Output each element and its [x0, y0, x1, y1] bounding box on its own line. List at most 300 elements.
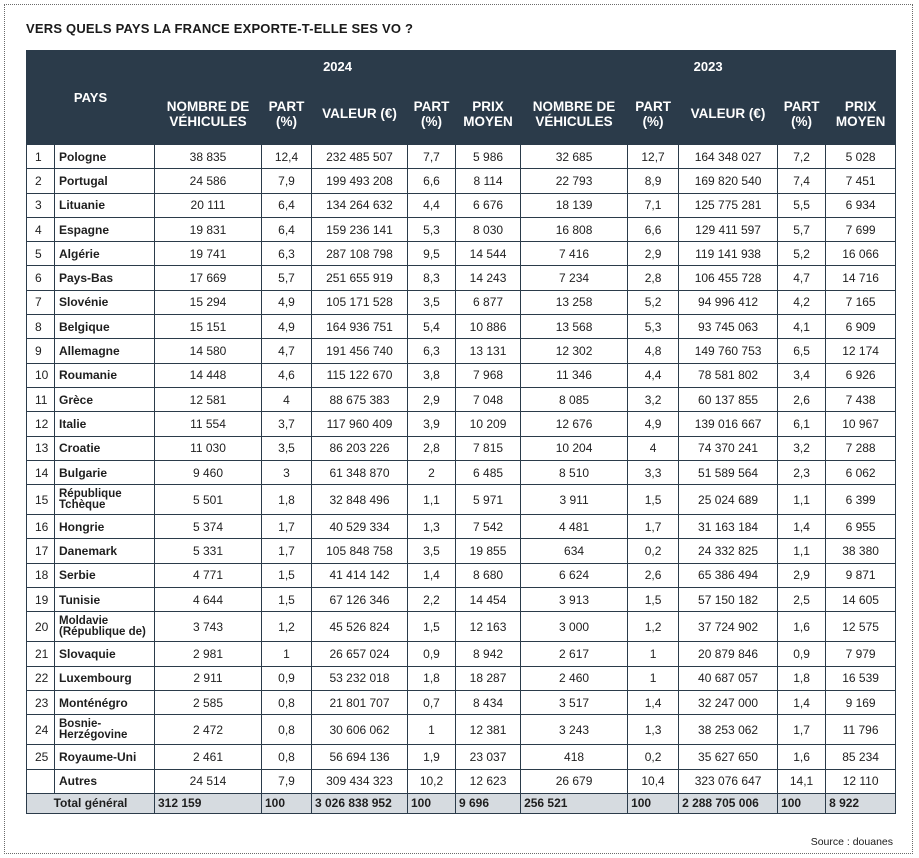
cell-n23: 13 258	[521, 290, 628, 314]
cell-vp24: 1,3	[408, 515, 456, 539]
header-year-2023: 2023	[521, 51, 896, 83]
cell-n23: 3 517	[521, 690, 628, 714]
cell-n23: 7 416	[521, 242, 628, 266]
cell-v24: 105 171 528	[312, 290, 408, 314]
cell-n24: 15 151	[155, 315, 262, 339]
rank-cell: 9	[27, 339, 55, 363]
cell-pm23: 16 539	[826, 666, 896, 690]
cell-n23: 7 234	[521, 266, 628, 290]
cell-p23: 4,4	[628, 363, 679, 387]
cell-vp23: 3,4	[778, 363, 826, 387]
cell-p24: 5,7	[262, 266, 312, 290]
cell-n23: 3 911	[521, 485, 628, 515]
cell-v23: 35 627 650	[679, 745, 778, 769]
cell-vp24: 6,3	[408, 339, 456, 363]
cell-v24: 115 122 670	[312, 363, 408, 387]
cell-p24: 3,5	[262, 436, 312, 460]
cell-pm24: 5 986	[456, 145, 521, 169]
cell-v23: 149 760 753	[679, 339, 778, 363]
total-p23: 100	[628, 793, 679, 813]
cell-pm23: 7 288	[826, 436, 896, 460]
cell-vp24: 9,5	[408, 242, 456, 266]
cell-n23: 3 243	[521, 715, 628, 745]
cell-vp23: 6,5	[778, 339, 826, 363]
header-nombre-2023: NOMBRE DE VÉHICULES	[521, 83, 628, 145]
cell-vp23: 4,2	[778, 290, 826, 314]
header-valeur-2024: VALEUR (€)	[312, 83, 408, 145]
cell-v24: 251 655 919	[312, 266, 408, 290]
rank-cell: 10	[27, 363, 55, 387]
rank-cell: 13	[27, 436, 55, 460]
country-cell: Belgique	[55, 315, 155, 339]
cell-v23: 106 455 728	[679, 266, 778, 290]
rank-cell: 21	[27, 642, 55, 666]
header-prix-2024: PRIX MOYEN	[456, 83, 521, 145]
cell-n23: 18 139	[521, 193, 628, 217]
cell-n24: 5 374	[155, 515, 262, 539]
table-row	[27, 145, 896, 169]
country-cell: Grèce	[55, 387, 155, 411]
country-cell: Slovénie	[55, 290, 155, 314]
cell-vp23: 4,1	[778, 315, 826, 339]
total-n24: 312 159	[155, 793, 262, 813]
total-p24: 100	[262, 793, 312, 813]
cell-pm23: 9 871	[826, 563, 896, 587]
header-part-2024: PART (%)	[262, 83, 312, 145]
cell-pm24: 14 243	[456, 266, 521, 290]
country-cell: Monténégro	[55, 690, 155, 714]
total-vp23: 100	[778, 793, 826, 813]
cell-v23: 20 879 846	[679, 642, 778, 666]
cell-n24: 17 669	[155, 266, 262, 290]
table-row	[27, 690, 896, 714]
table-row	[27, 290, 896, 314]
rank-cell: 20	[27, 612, 55, 642]
cell-pm24: 18 287	[456, 666, 521, 690]
cell-v24: 21 801 707	[312, 690, 408, 714]
cell-v23: 57 150 182	[679, 588, 778, 612]
cell-p24: 1,7	[262, 515, 312, 539]
country-cell: Tunisie	[55, 588, 155, 612]
cell-p23: 3,2	[628, 387, 679, 411]
table-row	[27, 242, 896, 266]
cell-v23: 37 724 902	[679, 612, 778, 642]
header-valeur-2023: VALEUR (€)	[679, 83, 778, 145]
country-cell	[55, 715, 155, 745]
cell-v23: 40 687 057	[679, 666, 778, 690]
cell-pm23: 7 165	[826, 290, 896, 314]
cell-pm23: 6 955	[826, 515, 896, 539]
cell-v24: 45 526 824	[312, 612, 408, 642]
cell-v23: 129 411 597	[679, 217, 778, 241]
cell-v24: 287 108 798	[312, 242, 408, 266]
cell-vp24: 1,1	[408, 485, 456, 515]
cell-v24: 32 848 496	[312, 485, 408, 515]
cell-n24: 2 981	[155, 642, 262, 666]
cell-pm23: 12 110	[826, 769, 896, 793]
cell-pm24: 10 209	[456, 412, 521, 436]
cell-n23: 11 346	[521, 363, 628, 387]
total-vp24: 100	[408, 793, 456, 813]
rank-cell: 8	[27, 315, 55, 339]
cell-pm24: 7 542	[456, 515, 521, 539]
cell-p23: 4,9	[628, 412, 679, 436]
cell-vp24: 2,2	[408, 588, 456, 612]
country-label: Bosnie-Herzégovine	[59, 718, 128, 741]
cell-vp24: 2	[408, 460, 456, 484]
cell-n24: 4 644	[155, 588, 262, 612]
cell-p23: 0,2	[628, 745, 679, 769]
cell-vp23: 3,2	[778, 436, 826, 460]
cell-p24: 4,9	[262, 315, 312, 339]
cell-n23: 2 460	[521, 666, 628, 690]
cell-n23: 16 808	[521, 217, 628, 241]
cell-n23: 4 481	[521, 515, 628, 539]
cell-v23: 24 332 825	[679, 539, 778, 563]
cell-n24: 5 501	[155, 485, 262, 515]
cell-pm23: 16 066	[826, 242, 896, 266]
cell-v23: 139 016 667	[679, 412, 778, 436]
cell-pm24: 8 434	[456, 690, 521, 714]
country-cell: Roumanie	[55, 363, 155, 387]
table-row	[27, 169, 896, 193]
cell-n23: 8 085	[521, 387, 628, 411]
cell-n24: 2 911	[155, 666, 262, 690]
table-row	[27, 612, 896, 642]
total-n23: 256 521	[521, 793, 628, 813]
cell-vp23: 1,1	[778, 485, 826, 515]
cell-vp23: 5,2	[778, 242, 826, 266]
cell-pm24: 5 971	[456, 485, 521, 515]
cell-vp23: 1,7	[778, 715, 826, 745]
cell-vp24: 1	[408, 715, 456, 745]
cell-v23: 119 141 938	[679, 242, 778, 266]
cell-v24: 88 675 383	[312, 387, 408, 411]
cell-n23: 12 676	[521, 412, 628, 436]
cell-vp23: 14,1	[778, 769, 826, 793]
cell-pm23: 38 380	[826, 539, 896, 563]
cell-vp24: 2,8	[408, 436, 456, 460]
country-cell: Luxembourg	[55, 666, 155, 690]
cell-p24: 1,7	[262, 539, 312, 563]
cell-v23: 93 745 063	[679, 315, 778, 339]
cell-pm24: 8 942	[456, 642, 521, 666]
country-cell	[55, 485, 155, 515]
cell-n23: 6 624	[521, 563, 628, 587]
cell-pm24: 8 114	[456, 169, 521, 193]
cell-pm23: 85 234	[826, 745, 896, 769]
cell-vp24: 1,8	[408, 666, 456, 690]
rank-cell: 25	[27, 745, 55, 769]
total-pm23: 8 922	[826, 793, 896, 813]
cell-p23: 10,4	[628, 769, 679, 793]
cell-pm24: 8 030	[456, 217, 521, 241]
cell-n24: 19 831	[155, 217, 262, 241]
cell-v23: 125 775 281	[679, 193, 778, 217]
cell-vp23: 7,2	[778, 145, 826, 169]
table-row	[27, 266, 896, 290]
country-cell: Autres	[55, 769, 155, 793]
country-cell: Serbie	[55, 563, 155, 587]
cell-v24: 232 485 507	[312, 145, 408, 169]
cell-n23: 3 913	[521, 588, 628, 612]
cell-v23: 65 386 494	[679, 563, 778, 587]
cell-pm23: 6 926	[826, 363, 896, 387]
cell-p24: 12,4	[262, 145, 312, 169]
rank-cell: 1	[27, 145, 55, 169]
cell-vp24: 1,4	[408, 563, 456, 587]
country-cell: Hongrie	[55, 515, 155, 539]
header-prix-2023: PRIX MOYEN	[826, 83, 896, 145]
cell-pm23: 9 169	[826, 690, 896, 714]
header-nombre-2024: NOMBRE DE VÉHICULES	[155, 83, 262, 145]
table-row	[27, 642, 896, 666]
cell-p23: 4	[628, 436, 679, 460]
cell-p23: 1,5	[628, 588, 679, 612]
cell-n23: 634	[521, 539, 628, 563]
cell-p24: 1,5	[262, 563, 312, 587]
cell-vp23: 1,6	[778, 612, 826, 642]
cell-pm24: 23 037	[456, 745, 521, 769]
rank-cell: 14	[27, 460, 55, 484]
table-row	[27, 588, 896, 612]
cell-p23: 1,3	[628, 715, 679, 745]
cell-pm24: 19 855	[456, 539, 521, 563]
cell-pm23: 5 028	[826, 145, 896, 169]
table-row	[27, 460, 896, 484]
cell-v23: 94 996 412	[679, 290, 778, 314]
cell-pm24: 13 131	[456, 339, 521, 363]
country-cell: Italie	[55, 412, 155, 436]
cell-vp24: 3,5	[408, 290, 456, 314]
table-row	[27, 217, 896, 241]
cell-vp24: 3,5	[408, 539, 456, 563]
cell-p23: 1,4	[628, 690, 679, 714]
cell-p23: 1,2	[628, 612, 679, 642]
cell-vp23: 1,4	[778, 515, 826, 539]
cell-pm24: 7 815	[456, 436, 521, 460]
table-row	[27, 387, 896, 411]
cell-p24: 4	[262, 387, 312, 411]
cell-v23: 25 024 689	[679, 485, 778, 515]
header-part-2023: PART (%)	[628, 83, 679, 145]
cell-p23: 6,6	[628, 217, 679, 241]
cell-p23: 1,5	[628, 485, 679, 515]
rank-cell: 24	[27, 715, 55, 745]
cell-v24: 134 264 632	[312, 193, 408, 217]
cell-vp24: 8,3	[408, 266, 456, 290]
cell-v24: 61 348 870	[312, 460, 408, 484]
cell-pm24: 12 381	[456, 715, 521, 745]
rank-cell: 17	[27, 539, 55, 563]
cell-n24: 24 586	[155, 169, 262, 193]
cell-vp24: 3,9	[408, 412, 456, 436]
cell-pm23: 6 399	[826, 485, 896, 515]
cell-pm23: 7 699	[826, 217, 896, 241]
cell-p24: 1,2	[262, 612, 312, 642]
cell-vp24: 5,4	[408, 315, 456, 339]
cell-v23: 31 163 184	[679, 515, 778, 539]
country-cell: Portugal	[55, 169, 155, 193]
cell-p24: 0,9	[262, 666, 312, 690]
cell-vp23: 1,4	[778, 690, 826, 714]
cell-vp24: 6,6	[408, 169, 456, 193]
cell-n23: 418	[521, 745, 628, 769]
table-row	[27, 539, 896, 563]
cell-vp23: 5,5	[778, 193, 826, 217]
cell-p23: 5,2	[628, 290, 679, 314]
cell-pm24: 7 048	[456, 387, 521, 411]
table-row	[27, 715, 896, 745]
cell-vp23: 2,5	[778, 588, 826, 612]
cell-v23: 38 253 062	[679, 715, 778, 745]
table-row	[27, 363, 896, 387]
cell-pm23: 7 979	[826, 642, 896, 666]
table-row	[27, 515, 896, 539]
country-label: République Tchèque	[59, 488, 122, 511]
cell-n23: 8 510	[521, 460, 628, 484]
cell-n24: 9 460	[155, 460, 262, 484]
cell-p24: 4,6	[262, 363, 312, 387]
cell-v24: 105 848 758	[312, 539, 408, 563]
cell-pm24: 6 485	[456, 460, 521, 484]
country-cell: Lituanie	[55, 193, 155, 217]
cell-p23: 5,3	[628, 315, 679, 339]
cell-v24: 191 456 740	[312, 339, 408, 363]
cell-n23: 2 617	[521, 642, 628, 666]
country-cell: Espagne	[55, 217, 155, 241]
cell-n23: 10 204	[521, 436, 628, 460]
cell-p24: 3	[262, 460, 312, 484]
cell-pm23: 11 796	[826, 715, 896, 745]
cell-n24: 12 581	[155, 387, 262, 411]
total-label: Total général	[27, 793, 155, 813]
country-cell: Croatie	[55, 436, 155, 460]
table-row	[27, 745, 896, 769]
cell-v23: 164 348 027	[679, 145, 778, 169]
cell-p24: 6,3	[262, 242, 312, 266]
rank-cell: 7	[27, 290, 55, 314]
table-row	[27, 193, 896, 217]
cell-n24: 38 835	[155, 145, 262, 169]
rank-cell: 5	[27, 242, 55, 266]
cell-v24: 117 960 409	[312, 412, 408, 436]
cell-vp24: 3,8	[408, 363, 456, 387]
rank-cell: 18	[27, 563, 55, 587]
cell-p24: 1,8	[262, 485, 312, 515]
cell-v24: 56 694 136	[312, 745, 408, 769]
table-row	[27, 412, 896, 436]
source-note: Source : douanes	[810, 836, 893, 848]
table-row	[27, 315, 896, 339]
cell-v24: 53 232 018	[312, 666, 408, 690]
cell-vp23: 2,9	[778, 563, 826, 587]
cell-pm24: 12 163	[456, 612, 521, 642]
cell-vp24: 5,3	[408, 217, 456, 241]
cell-vp24: 1,9	[408, 745, 456, 769]
cell-v24: 26 657 024	[312, 642, 408, 666]
cell-n24: 2 472	[155, 715, 262, 745]
country-cell: Slovaquie	[55, 642, 155, 666]
table-row	[27, 485, 896, 515]
cell-n24: 15 294	[155, 290, 262, 314]
cell-pm24: 14 454	[456, 588, 521, 612]
rank-cell: 6	[27, 266, 55, 290]
country-cell: Royaume-Uni	[55, 745, 155, 769]
cell-n23: 3 000	[521, 612, 628, 642]
cell-vp23: 2,6	[778, 387, 826, 411]
rank-cell: 19	[27, 588, 55, 612]
rank-cell	[27, 769, 55, 793]
cell-v23: 32 247 000	[679, 690, 778, 714]
table-row	[27, 666, 896, 690]
cell-p23: 2,8	[628, 266, 679, 290]
cell-n23: 22 793	[521, 169, 628, 193]
table-body	[27, 145, 896, 794]
rank-cell: 4	[27, 217, 55, 241]
cell-p24: 6,4	[262, 217, 312, 241]
cell-vp23: 7,4	[778, 169, 826, 193]
total-v23: 2 288 705 006	[679, 793, 778, 813]
cell-p23: 1,7	[628, 515, 679, 539]
rank-cell: 12	[27, 412, 55, 436]
rank-cell: 15	[27, 485, 55, 515]
cell-pm24: 8 680	[456, 563, 521, 587]
country-cell: Danemark	[55, 539, 155, 563]
cell-v24: 309 434 323	[312, 769, 408, 793]
cell-p23: 2,9	[628, 242, 679, 266]
cell-pm23: 12 575	[826, 612, 896, 642]
rank-cell: 11	[27, 387, 55, 411]
cell-pm23: 6 909	[826, 315, 896, 339]
cell-p24: 3,7	[262, 412, 312, 436]
cell-n24: 24 514	[155, 769, 262, 793]
cell-p23: 7,1	[628, 193, 679, 217]
table-row	[27, 436, 896, 460]
page-title: VERS QUELS PAYS LA FRANCE EXPORTE-T-ELLE SES VO ?	[26, 21, 414, 36]
cell-v24: 199 493 208	[312, 169, 408, 193]
cell-vp24: 1,5	[408, 612, 456, 642]
cell-pm23: 6 062	[826, 460, 896, 484]
cell-pm23: 12 174	[826, 339, 896, 363]
cell-p24: 4,7	[262, 339, 312, 363]
cell-pm23: 14 605	[826, 588, 896, 612]
cell-v24: 164 936 751	[312, 315, 408, 339]
cell-n23: 26 679	[521, 769, 628, 793]
total-v24: 3 026 838 952	[312, 793, 408, 813]
cell-v23: 323 076 647	[679, 769, 778, 793]
rank-cell: 16	[27, 515, 55, 539]
cell-p24: 0,8	[262, 715, 312, 745]
cell-p23: 8,9	[628, 169, 679, 193]
cell-v24: 67 126 346	[312, 588, 408, 612]
cell-pm23: 14 716	[826, 266, 896, 290]
cell-p23: 0,2	[628, 539, 679, 563]
rank-cell: 23	[27, 690, 55, 714]
header-year-2024: 2024	[155, 51, 521, 83]
cell-n24: 20 111	[155, 193, 262, 217]
country-cell	[55, 612, 155, 642]
cell-n24: 14 580	[155, 339, 262, 363]
cell-n24: 3 743	[155, 612, 262, 642]
rank-cell: 3	[27, 193, 55, 217]
cell-vp23: 0,9	[778, 642, 826, 666]
cell-v24: 40 529 334	[312, 515, 408, 539]
cell-pm24: 14 544	[456, 242, 521, 266]
cell-n24: 4 771	[155, 563, 262, 587]
country-cell: Pologne	[55, 145, 155, 169]
cell-pm23: 10 967	[826, 412, 896, 436]
